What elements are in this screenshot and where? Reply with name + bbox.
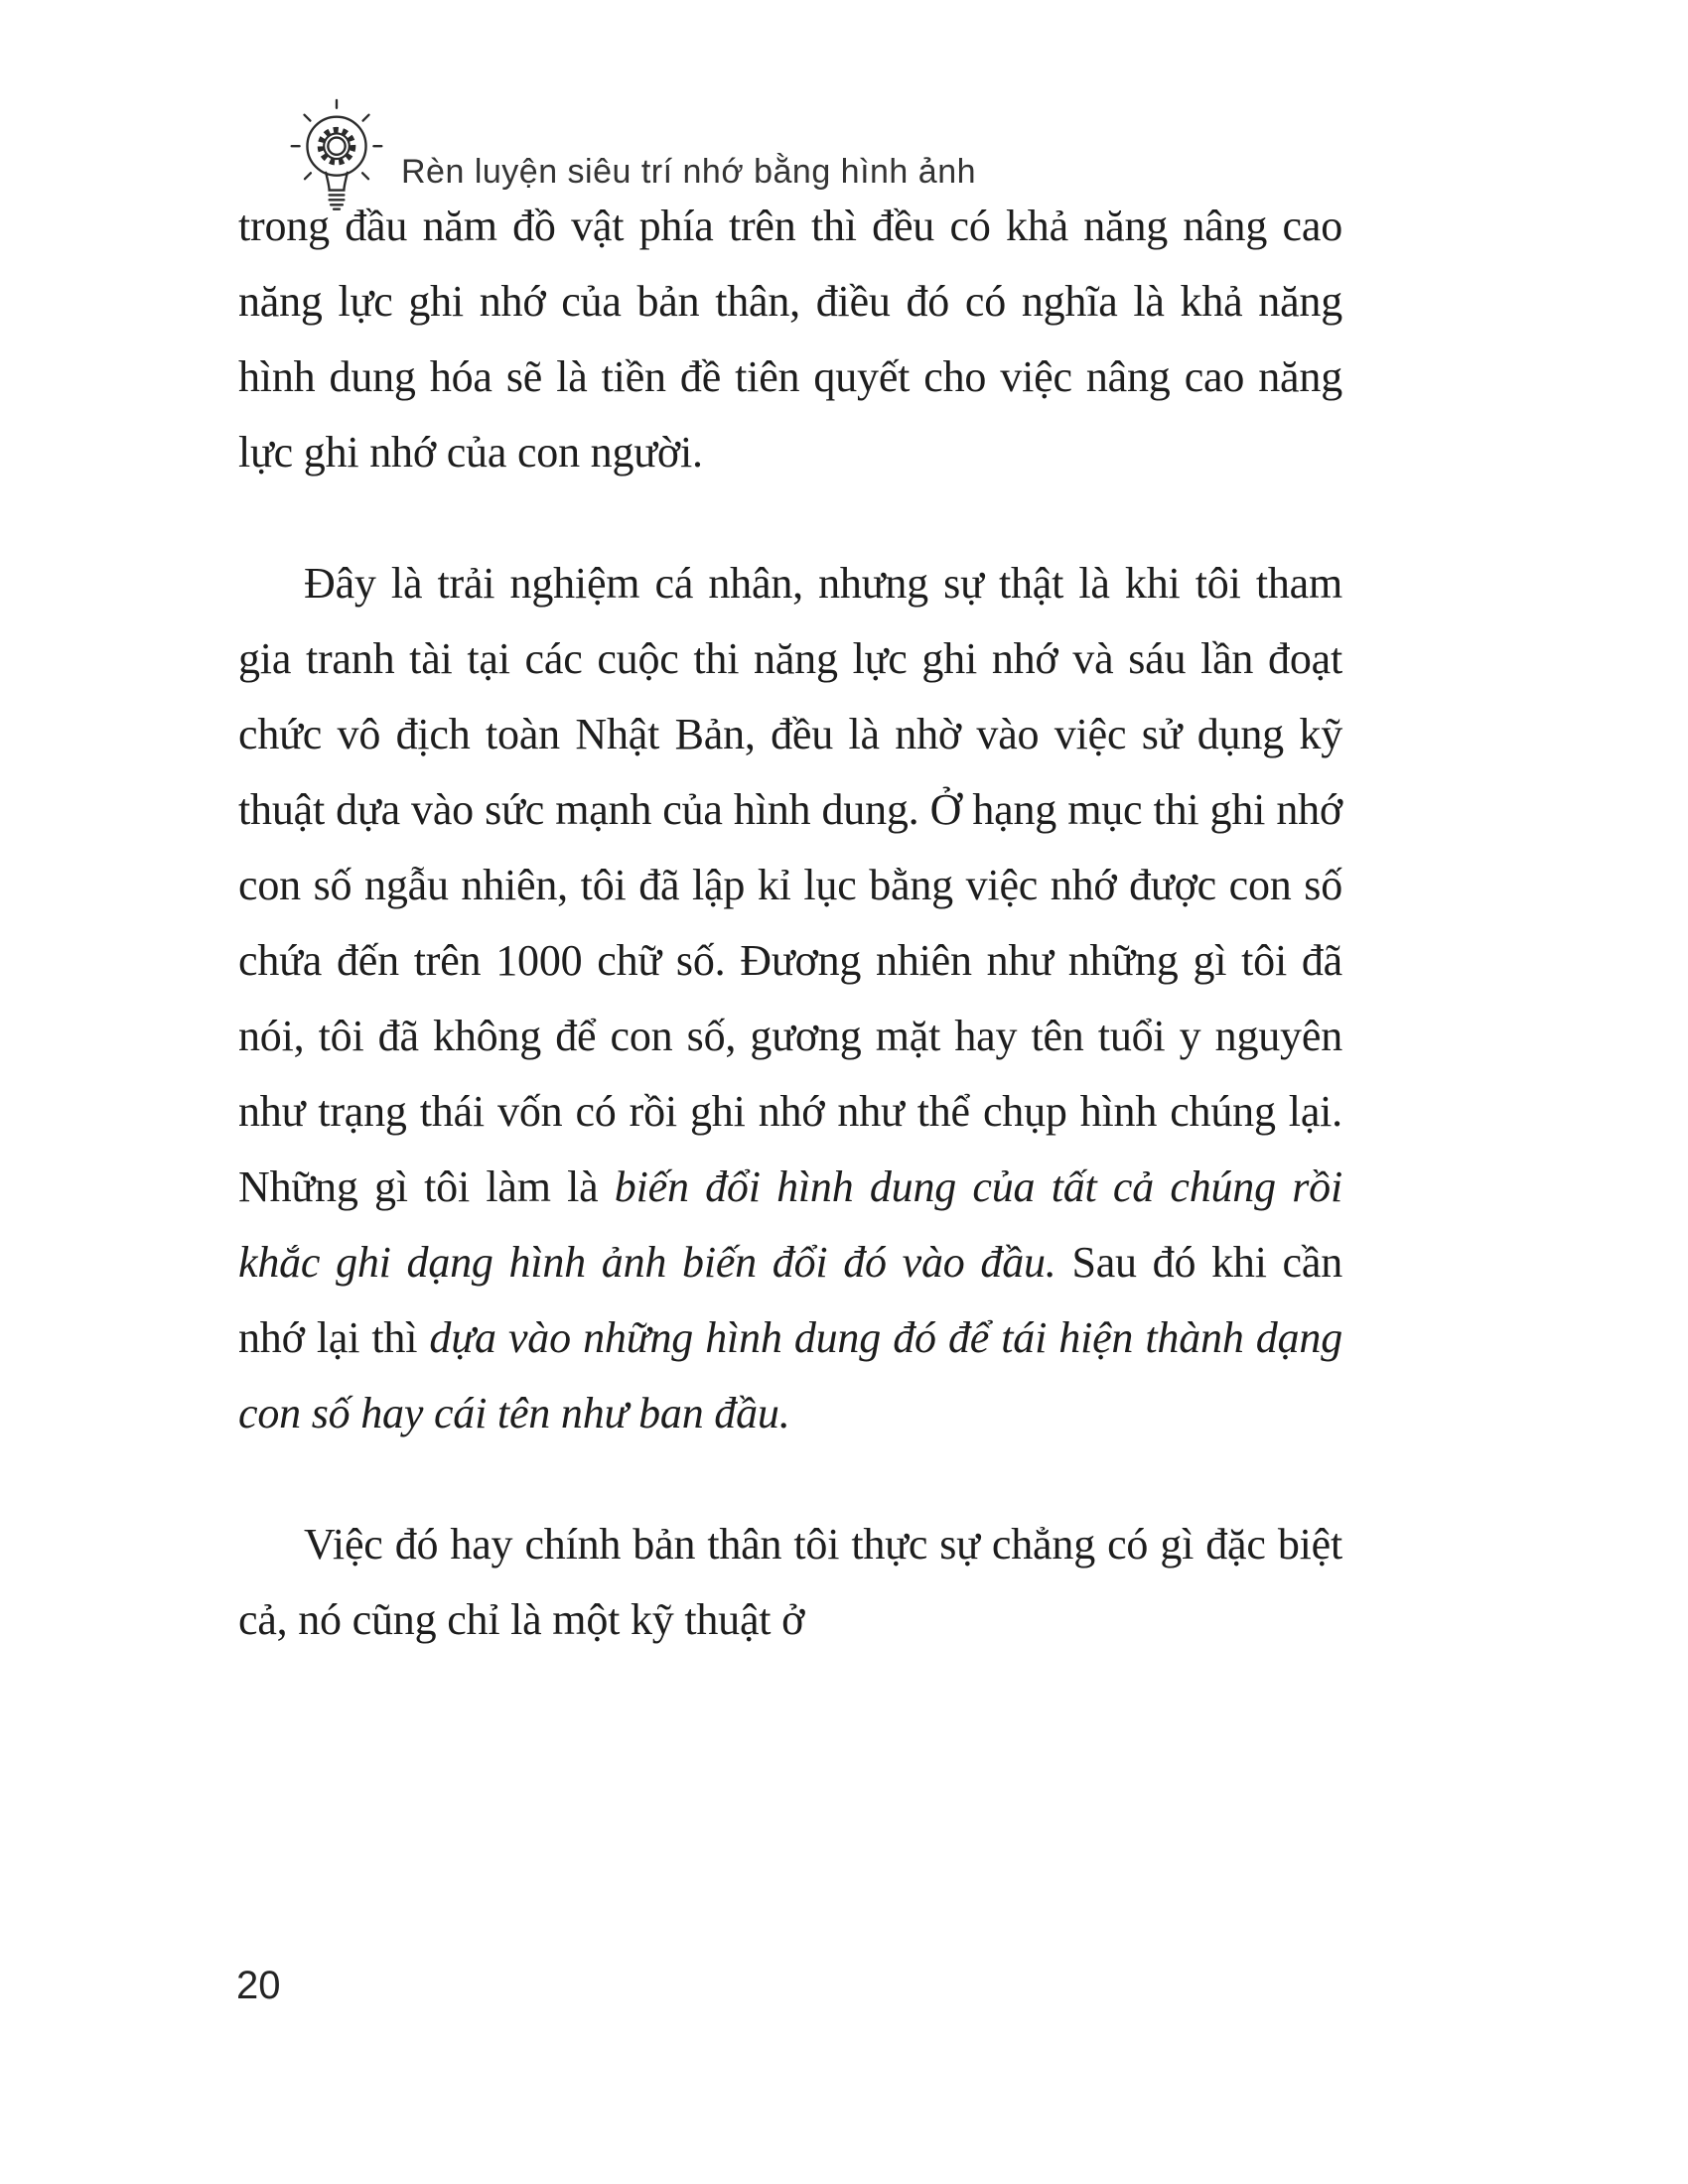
- running-head-title: Rèn luyện siêu trí nhớ bằng hình ảnh: [401, 152, 977, 191]
- text-run: Đây là trải nghiệm cá nhân, nhưng sự thật là khi tôi tham gia tranh tài tại các cuộc thi năng lực ghi nhớ và sáu lần đoạt chức vô địch toàn Nhật Bản, đều là nhờ vào việc sử dụng kỹ thuật dựa vào sức mạnh của hình dung. Ở hạng mục thi ghi nhớ con số ngẫu nhiên, tôi đã lập kỉ lục bằng việc nhớ được con số chứa đến trên 1000 chữ số. Đương nhiên như những gì tôi đã nói, tôi đã không để con số, gương mặt hay tên tuổi y nguyên như trạng thái vốn có rồi ghi nhớ như thể chụp hình chúng lại. Những gì tôi làm là: [238, 559, 1342, 1211]
- paragraph: [238, 1507, 1342, 1658]
- italic-text-run: dựa vào những hình dung đó để tái hiện thành dạng con số hay cái tên như ban đầu.: [238, 1313, 1342, 1437]
- paragraph: [238, 189, 1342, 490]
- page-number: 20: [236, 1964, 281, 2007]
- body-text: [238, 189, 1342, 1713]
- text-run: trong đầu năm đồ vật phía trên thì đều có khả năng nâng cao năng lực ghi nhớ của bản thân, điều đó có nghĩa là khả năng hình dung hóa sẽ là tiền đề tiên quyết cho việc nâng cao năng lực ghi nhớ của con người.: [238, 202, 1342, 477]
- paragraph: [238, 546, 1342, 1451]
- text-run: Việc đó hay chính bản thân tôi thực sự chẳng có gì đặc biệt cả, nó cũng chỉ là một kỹ thuật ở: [238, 1520, 1342, 1644]
- text-run: Sau đó khi cần nhớ lại thì: [238, 1238, 1342, 1362]
- italic-text-run: biến đổi hình dung của tất cả chúng rồi khắc ghi dạng hình ảnh biến đổi đó vào đầu.: [238, 1162, 1342, 1287]
